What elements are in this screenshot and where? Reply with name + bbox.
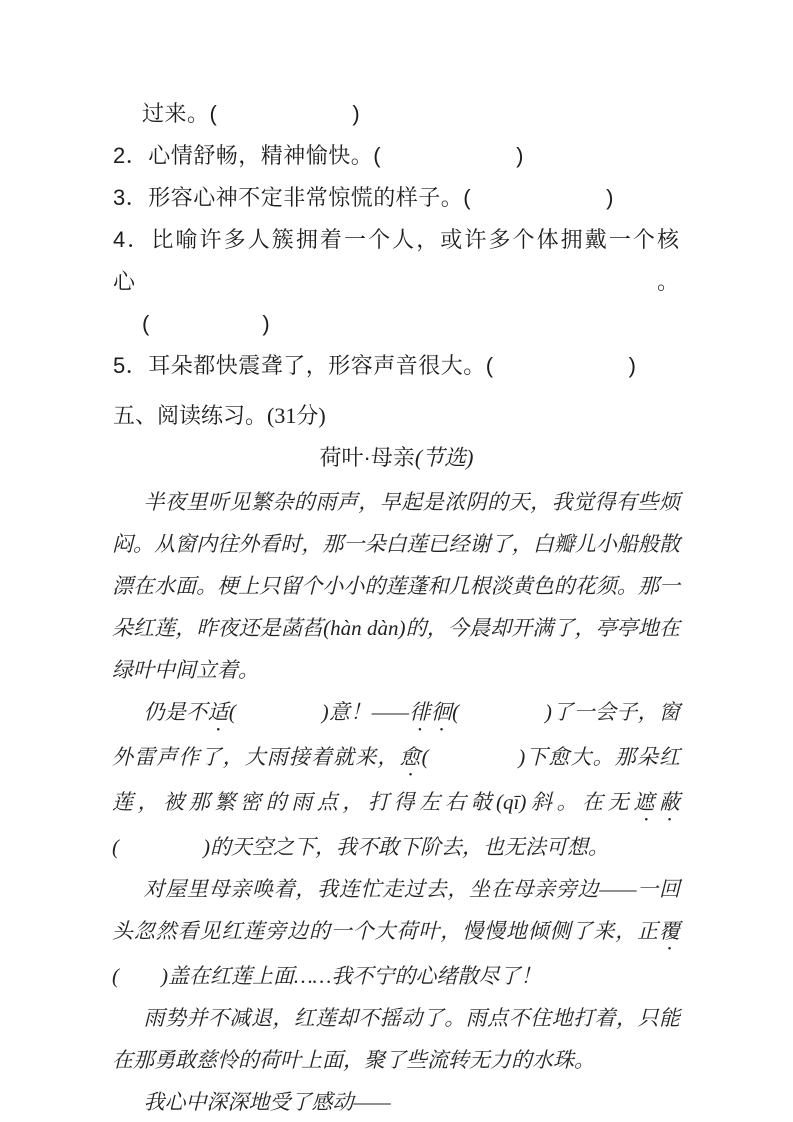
emphasized-char: 覆	[659, 919, 680, 943]
exercise-item-line: 4．比喻许多人簇拥着一个人，或许多个体拥戴一个核心。	[113, 227, 680, 294]
reading-title-main: 荷叶·母亲	[319, 445, 415, 470]
passage-text: 雨势并不减退，红莲却不摇动了。雨点不住地打着，只能在那勇敢慈怜的荷叶上面，聚了些流转无力的水珠。	[112, 1006, 680, 1072]
passage-text: 我心中深深地受了感动——	[143, 1090, 391, 1114]
section-heading	[113, 395, 680, 437]
passage-text: ( )意！——	[228, 700, 410, 724]
passage-paragraph	[112, 1081, 680, 1122]
passage-text: ( )了一会子，窗外雷声作了，大雨接着就来，	[112, 700, 680, 769]
exercise-item-line: 5．耳朵都快震聋了，形容声音很大。( )	[113, 353, 637, 378]
section-score: (31分)	[267, 403, 326, 428]
exercise-item-line: ( )	[142, 311, 271, 336]
reading-title	[0, 437, 793, 479]
passage-text: 仍是不	[143, 700, 208, 724]
emphasized-char: 遮蔽	[633, 790, 680, 814]
section-title: 五、阅读练习。	[113, 403, 268, 428]
emphasized-char: 徘徊	[409, 700, 453, 724]
passage-text: ( )的天空之下，我不敢下阶去，也无法可想。	[112, 835, 609, 859]
passage-text: ( )盖在红莲上面……我不宁的心绪散尽了！	[112, 964, 542, 988]
definition-exercise	[0, 0, 793, 387]
passage-text: ( )下愈大。那朵红莲，被那繁密的雨点，打得左右攲(qī)斜。在无	[112, 745, 680, 814]
reading-title-suffix: (节选)	[414, 445, 474, 470]
passage-text: 半夜里听见繁杂的雨声，早起是浓阴的天，我觉得有些烦闷。从窗内往外看时，那一朵白莲已经谢了，白瓣儿小船般散漂在水面。梗上只留个小小的莲蓬和几根淡黄色的花须。那一朵红莲，昨夜还是菡萏(hàn dàn)的，今晨却开满了，亭亭地在绿叶中间立着。	[112, 490, 680, 682]
exercise-item-line: 2．心情舒畅，精神愉快。( )	[113, 143, 524, 168]
passage-paragraph	[112, 481, 680, 691]
passage-paragraph	[112, 691, 680, 868]
passage-text: 对屋里母亲唤着，我连忙走过去，坐在母亲旁边——一回头忽然看见红莲旁边的一个大荷叶，慢慢地倾侧了来，正	[112, 877, 680, 943]
exercise-item-line: 过来。( )	[142, 101, 361, 126]
reading-passage	[112, 481, 680, 1122]
emphasized-char: 愈	[399, 745, 422, 769]
exercise-item-line: 3．形容心神不定非常惊慌的样子。( )	[113, 185, 614, 210]
emphasized-char: 适	[207, 700, 229, 724]
passage-paragraph	[112, 868, 680, 997]
passage-paragraph	[112, 997, 680, 1081]
